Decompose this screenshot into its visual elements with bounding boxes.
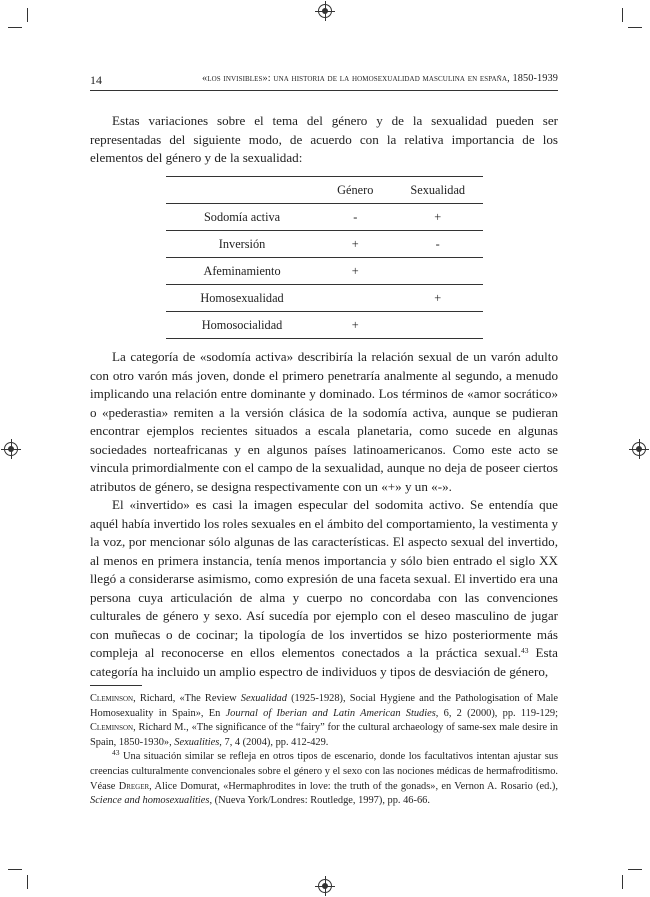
- fn-italic: Sexualidad: [240, 693, 287, 704]
- table-row: [166, 204, 483, 231]
- fn-text: , Richard M., «The significance of the “fairy” for the cultural archaeology of same-sex male desire in Spain, 1850-1930»,: [90, 722, 558, 748]
- sexualidad-cell: -: [392, 231, 483, 258]
- row-label: Afeminamiento: [166, 258, 318, 285]
- footnote-43: [90, 750, 558, 808]
- row-label: Inversión: [166, 231, 318, 258]
- genero-cell: -: [318, 204, 392, 231]
- paragraph-sodomia: La categoría de «sodomía activa» describiría la relación sexual de un varón adulto con otro varón más joven, donde el primero penetraría analmente al segundo, a menudo implicando una relación entre dominante y dominado. Los términos de «amor socrático» o «pederastia» remiten a la versión clásica de la sodomía activa, aunque se pudieran encontrar ejemplos recientes situados a escala planetaria, como sucede en algunas sociedades norteafricanas y en algunos países latinoamericanos. Como este acto se vincula primordialmente con el campo de la sexualidad, aunque no deja de poseer ciertos atributos de género, se designa respectivamente con un «+» y un «-».: [90, 349, 558, 494]
- sexualidad-cell: +: [392, 204, 483, 231]
- paragraph-text-end: Esta categoría ha incluido un amplio espectro de individuos y tipos de desviación de género,: [90, 645, 558, 679]
- row-label: Homosexualidad: [166, 285, 318, 312]
- body-section: [90, 348, 558, 681]
- fn-text: , Richard, «The Review: [133, 693, 241, 704]
- fn-text: , Alice Domurat, «Hermaphrodites in love: the truth of the gonads», en Vernon A. Rosario (ed.),: [149, 780, 558, 792]
- fn-italic: Sexualities: [174, 736, 220, 748]
- fn-author: Cleminson: [90, 693, 134, 704]
- row-label: Sodomía activa: [166, 204, 318, 231]
- fn-text: , 6, 2 (2000), pp. 119-129;: [435, 707, 559, 719]
- footnotes: [90, 692, 558, 809]
- table-header-genero: Género: [318, 177, 392, 204]
- sexualidad-cell: [392, 258, 483, 285]
- table-header-sexualidad: Sexualidad: [392, 177, 483, 204]
- gender-sexuality-table: [166, 176, 483, 339]
- genero-cell: +: [318, 312, 392, 339]
- table-row: [166, 231, 483, 258]
- fn-italic: Journal of Iberian and Latin American Studies: [225, 707, 436, 719]
- registration-mark-icon: [632, 442, 646, 456]
- table-row: [166, 312, 483, 339]
- fn-text: (1925-1928), Social Hygiene and the Pathologisation of Male Homosexuality in Spain», En: [90, 693, 558, 719]
- footnote-number: 43: [112, 748, 120, 758]
- sexualidad-cell: +: [392, 285, 483, 312]
- table-header-cell: [166, 177, 318, 204]
- table-row: [166, 285, 483, 312]
- fn-italic: Science and homosexualities: [90, 795, 210, 807]
- genero-cell: [318, 285, 392, 312]
- genero-cell: +: [318, 231, 392, 258]
- crop-mark: [622, 8, 623, 22]
- crop-mark: [8, 869, 22, 870]
- crop-mark: [628, 869, 642, 870]
- footnote-cleminson: [90, 692, 558, 750]
- table-header-row: [166, 177, 483, 204]
- fn-text: , 7, 4 (2004), pp. 412-429.: [219, 736, 329, 748]
- footnote-ref: 43: [521, 646, 529, 655]
- crop-mark: [628, 27, 642, 28]
- crop-mark: [27, 8, 28, 22]
- registration-mark-icon: [318, 4, 332, 18]
- intro-section: [90, 112, 558, 168]
- fn-text: , (Nueva York/Londres: Routledge, 1997), pp. 46-66.: [209, 795, 430, 807]
- running-title: «los invisibles»: una historia de la homosexualidad masculina en españa, 1850-1939: [201, 73, 558, 84]
- crop-mark: [27, 875, 28, 889]
- genero-cell: +: [318, 258, 392, 285]
- registration-mark-icon: [318, 879, 332, 893]
- registration-mark-icon: [4, 442, 18, 456]
- page-number: 14: [90, 73, 102, 87]
- paragraph-text: El «invertido» es casi la imagen especular del sodomita activo. Se entendía que aquél había invertido los roles sexuales en el ámbito del comportamiento, la vestimenta y la voz, por mencionar sólo algunas de las características. El aspecto sexual del invertido, al menos en primera instancia, tenía menos importancia y sólo bien entrado el siglo XX llegó a considerarse asimismo, como expresión de una faceta sexual. El invertido era una persona cuya articulación de alma y cuerpo no concordaba con las convenciones culturales de género y sexo. Así sucedía por ejemplo con el deseo masculino de jugar con muñecas o de cocinar; la tipología de los invertidos se hizo posteriormente más compleja al reconocerse en ellos elementos conectados a la práctica sexual.: [90, 497, 558, 660]
- paragraph-invertido: [90, 496, 558, 681]
- fn-author: Cleminson: [90, 722, 134, 734]
- fn-author: Dreger: [118, 780, 150, 792]
- fn-text: Una situación similar se refleja en otros tipos de escenario, donde los facultativos intentan ajustar sus creencias culturalmente convencionales sobre el género y el sexo con las nociones médicas de hermafroditismo. Véase: [90, 751, 558, 792]
- intro-paragraph: Estas variaciones sobre el tema del género y de la sexualidad pueden ser representadas del siguiente modo, de acuerdo con la relativa importancia de los elementos del género y de la sexualidad:: [90, 113, 558, 165]
- crop-mark: [8, 27, 22, 28]
- running-header: [90, 73, 558, 89]
- crop-mark: [622, 875, 623, 889]
- header-rule: [90, 90, 558, 91]
- row-label: Homosocialidad: [166, 312, 318, 339]
- footnote-rule: [90, 685, 142, 686]
- sexualidad-cell: [392, 312, 483, 339]
- table-row: [166, 258, 483, 285]
